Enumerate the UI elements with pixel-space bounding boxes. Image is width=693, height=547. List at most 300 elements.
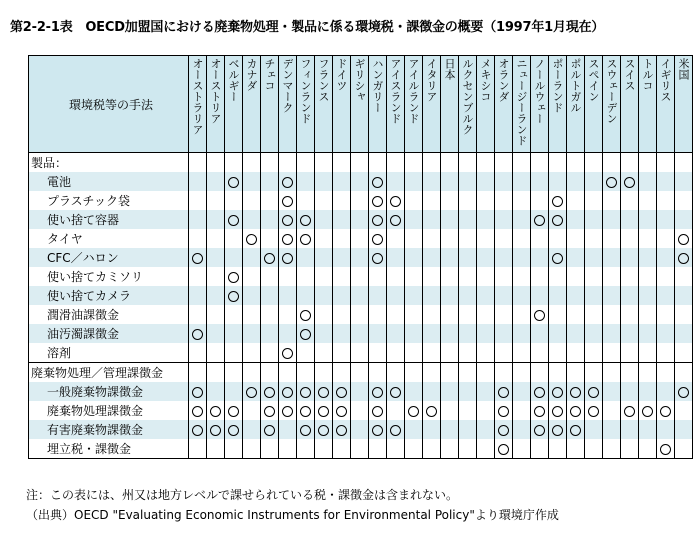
circle-mark-icon — [264, 406, 275, 417]
table-cell — [567, 343, 585, 363]
table-cell — [657, 267, 675, 286]
table-cell — [387, 439, 405, 459]
table-cell — [603, 286, 621, 305]
country-name: 日本 — [443, 58, 456, 80]
table-cell — [207, 248, 225, 267]
circle-mark-icon — [372, 215, 383, 226]
table-cell — [297, 172, 315, 191]
table-cell — [657, 153, 675, 173]
table-cell — [477, 191, 495, 210]
table-cell — [495, 191, 513, 210]
circle-mark-icon — [282, 177, 293, 188]
table-cell — [369, 172, 387, 191]
table-cell — [405, 229, 423, 248]
table-cell — [243, 153, 261, 173]
circle-mark-icon — [498, 387, 509, 398]
circle-mark-icon — [300, 234, 311, 245]
table-cell — [351, 382, 369, 401]
country-header — [639, 56, 657, 153]
circle-mark-icon — [282, 253, 293, 264]
table-cell — [477, 382, 495, 401]
table-cell — [639, 210, 657, 229]
circle-mark-icon — [534, 406, 545, 417]
table-cell — [333, 343, 351, 363]
country-name: イギリス — [659, 58, 672, 102]
country-name: ルクセンブルク — [461, 58, 474, 135]
table-cell — [333, 363, 351, 383]
table-cell — [513, 267, 531, 286]
table-cell — [189, 439, 207, 459]
table-cell — [387, 363, 405, 383]
table-cell — [585, 343, 603, 363]
table-cell — [297, 248, 315, 267]
table-cell — [549, 286, 567, 305]
table-cell — [297, 439, 315, 459]
table-cell — [549, 248, 567, 267]
table-cell — [351, 191, 369, 210]
table-cell — [639, 172, 657, 191]
table-cell — [297, 363, 315, 383]
table-cell — [351, 229, 369, 248]
table-cell — [639, 305, 657, 324]
table-cell — [477, 401, 495, 420]
row-label: 廃棄物処理課徴金 — [29, 401, 189, 420]
table-cell — [243, 439, 261, 459]
country-header — [225, 56, 243, 153]
table-cell — [567, 305, 585, 324]
table-cell — [207, 324, 225, 343]
table-cell — [261, 286, 279, 305]
circle-mark-icon — [570, 387, 581, 398]
table-cell — [459, 420, 477, 439]
row-label: 有害廃棄物課徴金 — [29, 420, 189, 439]
table-cell — [225, 153, 243, 173]
circle-mark-icon — [498, 406, 509, 417]
table-cell — [423, 363, 441, 383]
table-cell — [495, 229, 513, 248]
table-cell — [315, 267, 333, 286]
table-cell — [657, 191, 675, 210]
circle-mark-icon — [192, 329, 203, 340]
table-cell — [639, 324, 657, 343]
table-cell — [675, 267, 693, 286]
circle-mark-icon — [498, 444, 509, 455]
country-header — [207, 56, 225, 153]
table-cell — [225, 267, 243, 286]
table-cell — [189, 229, 207, 248]
table-cell — [549, 305, 567, 324]
circle-mark-icon — [300, 310, 311, 321]
table-cell — [675, 153, 693, 173]
table-cell — [567, 286, 585, 305]
table-cell — [603, 172, 621, 191]
table-cell — [423, 420, 441, 439]
table-cell — [315, 382, 333, 401]
table-cell — [333, 172, 351, 191]
table-cell — [261, 248, 279, 267]
table-body — [29, 153, 693, 459]
table-cell — [279, 420, 297, 439]
table-cell — [621, 229, 639, 248]
table-cell — [639, 343, 657, 363]
table-cell — [297, 153, 315, 173]
table-cell — [423, 267, 441, 286]
table-cell — [261, 172, 279, 191]
circle-mark-icon — [372, 253, 383, 264]
table-cell — [531, 172, 549, 191]
table-cell — [603, 401, 621, 420]
table-cell — [657, 343, 675, 363]
table-cell — [369, 324, 387, 343]
table-cell — [495, 248, 513, 267]
table-row — [29, 305, 693, 324]
table-cell — [243, 191, 261, 210]
table-cell — [585, 172, 603, 191]
table-cell — [297, 267, 315, 286]
table-cell — [621, 343, 639, 363]
country-name: オーストラリア — [191, 58, 204, 135]
table-cell — [657, 210, 675, 229]
row-label: タイヤ — [29, 229, 189, 248]
table-cell — [243, 305, 261, 324]
circle-mark-icon — [588, 406, 599, 417]
table-cell — [513, 191, 531, 210]
circle-mark-icon — [372, 425, 383, 436]
environmental-tax-table — [28, 55, 693, 459]
circle-mark-icon — [552, 406, 563, 417]
table-cell — [315, 363, 333, 383]
row-label: 埋立税・課徴金 — [29, 439, 189, 459]
table-cell — [297, 305, 315, 324]
table-cell — [387, 343, 405, 363]
table-cell — [315, 420, 333, 439]
circle-mark-icon — [372, 177, 383, 188]
table-cell — [405, 191, 423, 210]
table-cell — [333, 439, 351, 459]
circle-mark-icon — [282, 348, 293, 359]
table-cell — [279, 382, 297, 401]
method-column-header: 環境税等の手法 — [29, 56, 189, 153]
header-row — [29, 56, 693, 153]
table-cell — [405, 248, 423, 267]
table-cell — [657, 229, 675, 248]
table-cell — [603, 248, 621, 267]
circle-mark-icon — [192, 425, 203, 436]
table-cell — [351, 363, 369, 383]
table-cell — [351, 210, 369, 229]
table-cell — [495, 439, 513, 459]
table-cell — [495, 324, 513, 343]
row-label: プラスチック袋 — [29, 191, 189, 210]
circle-mark-icon — [264, 425, 275, 436]
table-cell — [387, 229, 405, 248]
country-header — [549, 56, 567, 153]
table-cell — [279, 439, 297, 459]
table-row — [29, 343, 693, 363]
table-cell — [351, 172, 369, 191]
table-cell — [207, 229, 225, 248]
table-cell — [225, 229, 243, 248]
table-cell — [549, 324, 567, 343]
table-cell — [621, 382, 639, 401]
table-cell — [513, 248, 531, 267]
table-cell — [477, 343, 495, 363]
circle-mark-icon — [228, 406, 239, 417]
table-cell — [261, 210, 279, 229]
table-cell — [531, 286, 549, 305]
table-cell — [261, 229, 279, 248]
table-cell — [405, 343, 423, 363]
table-cell — [333, 191, 351, 210]
circle-mark-icon — [228, 215, 239, 226]
circle-mark-icon — [678, 387, 689, 398]
table-cell — [333, 229, 351, 248]
table-cell — [531, 248, 549, 267]
table-cell — [297, 420, 315, 439]
table-cell — [549, 172, 567, 191]
table-cell — [603, 324, 621, 343]
table-cell — [189, 305, 207, 324]
table-cell — [477, 248, 495, 267]
table-cell — [441, 324, 459, 343]
country-name: カナダ — [245, 58, 258, 91]
country-name: イタリア — [425, 58, 438, 102]
table-cell — [315, 172, 333, 191]
table-cell — [351, 439, 369, 459]
table-cell — [207, 420, 225, 439]
circle-mark-icon — [534, 425, 545, 436]
table-cell — [423, 382, 441, 401]
circle-mark-icon — [678, 234, 689, 245]
table-cell — [639, 153, 657, 173]
table-cell — [423, 286, 441, 305]
table-cell — [423, 439, 441, 459]
country-name: オランダ — [497, 58, 510, 102]
country-header — [369, 56, 387, 153]
table-cell — [603, 382, 621, 401]
circle-mark-icon — [390, 425, 401, 436]
circle-mark-icon — [210, 425, 221, 436]
country-name: スイス — [623, 58, 636, 91]
row-label: 油汚濁課徴金 — [29, 324, 189, 343]
table-cell — [207, 267, 225, 286]
circle-mark-icon — [570, 425, 581, 436]
circle-mark-icon — [552, 387, 563, 398]
circle-mark-icon — [552, 425, 563, 436]
table-cell — [549, 439, 567, 459]
table-cell — [531, 343, 549, 363]
table-cell — [333, 248, 351, 267]
table-cell — [459, 153, 477, 173]
table-cell — [261, 363, 279, 383]
table-cell — [621, 420, 639, 439]
table-cell — [621, 267, 639, 286]
table-cell — [243, 210, 261, 229]
country-name: ポルトガル — [569, 58, 582, 113]
circle-mark-icon — [264, 253, 275, 264]
table-cell — [459, 439, 477, 459]
table-cell — [621, 439, 639, 459]
table-cell — [297, 324, 315, 343]
table-cell — [369, 382, 387, 401]
table-cell — [261, 191, 279, 210]
table-cell — [585, 229, 603, 248]
table-cell — [621, 401, 639, 420]
country-header — [621, 56, 639, 153]
table-cell — [657, 305, 675, 324]
table-cell — [657, 401, 675, 420]
table-cell — [225, 420, 243, 439]
circle-mark-icon — [318, 406, 329, 417]
table-cell — [513, 363, 531, 383]
table-cell — [585, 420, 603, 439]
table-cell — [207, 343, 225, 363]
table-cell — [675, 343, 693, 363]
circle-mark-icon — [210, 406, 221, 417]
table-cell — [441, 439, 459, 459]
circle-mark-icon — [246, 387, 257, 398]
table-cell — [585, 401, 603, 420]
table-cell — [603, 343, 621, 363]
table-cell — [531, 439, 549, 459]
table-cell — [675, 229, 693, 248]
table-cell — [225, 363, 243, 383]
table-cell — [531, 382, 549, 401]
circle-mark-icon — [300, 215, 311, 226]
table-cell — [459, 191, 477, 210]
table-cell — [657, 172, 675, 191]
table-cell — [333, 420, 351, 439]
table-cell — [459, 305, 477, 324]
country-name: アイスランド — [389, 58, 402, 124]
table-cell — [441, 153, 459, 173]
country-name: スペイン — [587, 58, 600, 102]
table-cell — [315, 229, 333, 248]
circle-mark-icon — [390, 196, 401, 207]
table-cell — [459, 324, 477, 343]
table-row — [29, 401, 693, 420]
table-cell — [675, 324, 693, 343]
table-cell — [603, 229, 621, 248]
table-cell — [495, 153, 513, 173]
table-cell — [675, 305, 693, 324]
table-cell — [261, 401, 279, 420]
circle-mark-icon — [192, 253, 203, 264]
table-cell — [639, 363, 657, 383]
table-cell — [333, 210, 351, 229]
table-row — [29, 229, 693, 248]
table-cell — [513, 286, 531, 305]
table-cell — [333, 401, 351, 420]
table-cell — [675, 439, 693, 459]
table-cell — [495, 305, 513, 324]
table-cell — [261, 324, 279, 343]
row-label: 一般廃棄物課徴金 — [29, 382, 189, 401]
circle-mark-icon — [282, 196, 293, 207]
circle-mark-icon — [624, 406, 635, 417]
table-cell — [441, 286, 459, 305]
table-cell — [675, 420, 693, 439]
country-header — [333, 56, 351, 153]
table-row — [29, 439, 693, 459]
table-cell — [405, 210, 423, 229]
country-name: ドイツ — [335, 58, 348, 91]
country-name: ニュージーランド — [515, 58, 528, 146]
table-cell — [333, 305, 351, 324]
circle-mark-icon — [534, 215, 545, 226]
table-row — [29, 248, 693, 267]
table-cell — [333, 382, 351, 401]
table-cell — [405, 267, 423, 286]
table-cell — [243, 267, 261, 286]
table-cell — [675, 382, 693, 401]
table-cell — [441, 420, 459, 439]
table-cell — [207, 363, 225, 383]
table-cell — [675, 191, 693, 210]
table-cell — [369, 210, 387, 229]
table-cell — [315, 324, 333, 343]
table-cell — [639, 382, 657, 401]
table-cell — [207, 153, 225, 173]
circle-mark-icon — [372, 406, 383, 417]
table-cell — [549, 401, 567, 420]
circle-mark-icon — [372, 234, 383, 245]
table-cell — [585, 363, 603, 383]
table-cell — [189, 324, 207, 343]
circle-mark-icon — [660, 444, 671, 455]
table-cell — [567, 363, 585, 383]
table-row — [29, 286, 693, 305]
table-cell — [441, 229, 459, 248]
table-cell — [405, 363, 423, 383]
table-cell — [243, 248, 261, 267]
table-cell — [477, 363, 495, 383]
table-cell — [297, 401, 315, 420]
table-cell — [369, 363, 387, 383]
table-cell — [297, 210, 315, 229]
table-cell — [441, 210, 459, 229]
table-cell — [585, 191, 603, 210]
table-cell — [513, 343, 531, 363]
country-header — [477, 56, 495, 153]
circle-mark-icon — [498, 425, 509, 436]
table-cell — [657, 439, 675, 459]
table-cell — [225, 305, 243, 324]
table-cell — [621, 153, 639, 173]
table-cell — [459, 286, 477, 305]
circle-mark-icon — [282, 387, 293, 398]
table-cell — [189, 286, 207, 305]
row-label: 使い捨てカミソリ — [29, 267, 189, 286]
table-cell — [657, 420, 675, 439]
country-name: ハンガリー — [371, 58, 384, 113]
country-header — [243, 56, 261, 153]
table-cell — [369, 420, 387, 439]
circle-mark-icon — [606, 177, 617, 188]
table-cell — [639, 401, 657, 420]
table-cell — [459, 343, 477, 363]
table-cell — [189, 267, 207, 286]
circle-mark-icon — [300, 406, 311, 417]
table-cell — [423, 401, 441, 420]
table-cell — [639, 420, 657, 439]
table-cell — [315, 305, 333, 324]
table-cell — [495, 172, 513, 191]
row-label: 製品： — [29, 153, 189, 173]
table-cell — [351, 286, 369, 305]
table-cell — [405, 401, 423, 420]
table-cell — [513, 439, 531, 459]
